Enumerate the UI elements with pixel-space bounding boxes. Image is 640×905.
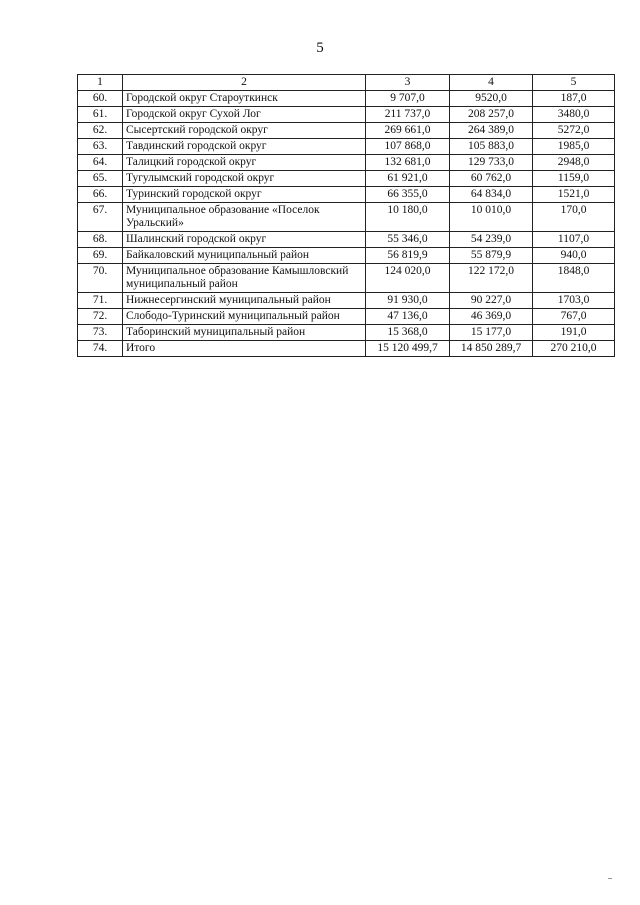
- table-row: [78, 309, 615, 325]
- cell-c5: 1703,0: [533, 293, 615, 309]
- cell-c4: 60 762,0: [450, 171, 533, 187]
- cell-c4: 9520,0: [450, 91, 533, 107]
- cell-c5: 270 210,0: [533, 341, 615, 357]
- page-number: 5: [316, 40, 324, 56]
- table-header-row: [78, 75, 615, 91]
- cell-num: 66.: [78, 187, 123, 203]
- cell-c5: 940,0: [533, 248, 615, 264]
- cell-c5: 1521,0: [533, 187, 615, 203]
- cell-name: Байкаловский муниципальный район: [123, 248, 366, 264]
- cell-c3: 91 930,0: [366, 293, 450, 309]
- table-row: [78, 264, 615, 293]
- table-row: [78, 91, 615, 107]
- table-row: [78, 248, 615, 264]
- cell-name: Тугулымский городской округ: [123, 171, 366, 187]
- table-row: [78, 203, 615, 232]
- cell-c3: 56 819,9: [366, 248, 450, 264]
- cell-c3: 15 120 499,7: [366, 341, 450, 357]
- cell-c4: 105 883,0: [450, 139, 533, 155]
- cell-c3: 124 020,0: [366, 264, 450, 293]
- cell-name: Итого: [123, 341, 366, 357]
- column-header-3: 3: [366, 75, 450, 91]
- cell-c3: 132 681,0: [366, 155, 450, 171]
- cell-c4: 54 239,0: [450, 232, 533, 248]
- cell-c4: 15 177,0: [450, 325, 533, 341]
- table-row: [78, 325, 615, 341]
- table-row: [78, 139, 615, 155]
- cell-c3: 9 707,0: [366, 91, 450, 107]
- cell-name: Городской округ Староуткинск: [123, 91, 366, 107]
- cell-name: Туринский городской округ: [123, 187, 366, 203]
- cell-c4: 10 010,0: [450, 203, 533, 232]
- cell-name: Таборинский муниципальный район: [123, 325, 366, 341]
- cell-c5: 191,0: [533, 325, 615, 341]
- cell-name: Сысертский городской округ: [123, 123, 366, 139]
- cell-name: Муниципальное образование «Поселок Уральский»: [123, 203, 366, 232]
- cell-num: 67.: [78, 203, 123, 232]
- cell-num: 73.: [78, 325, 123, 341]
- table-row: [78, 187, 615, 203]
- data-table: [77, 74, 615, 357]
- cell-name: Шалинский городской округ: [123, 232, 366, 248]
- cell-num: 68.: [78, 232, 123, 248]
- cell-c3: 10 180,0: [366, 203, 450, 232]
- table-row: [78, 155, 615, 171]
- cell-name: Слободо-Туринский муниципальный район: [123, 309, 366, 325]
- cell-c3: 211 737,0: [366, 107, 450, 123]
- cell-name: Нижнесергинский муниципальный район: [123, 293, 366, 309]
- cell-num: 74.: [78, 341, 123, 357]
- column-header-5: 5: [533, 75, 615, 91]
- cell-c4: 46 369,0: [450, 309, 533, 325]
- cell-c3: 55 346,0: [366, 232, 450, 248]
- scan-mark: [608, 878, 612, 879]
- cell-c4: 90 227,0: [450, 293, 533, 309]
- cell-c5: 767,0: [533, 309, 615, 325]
- cell-num: 70.: [78, 264, 123, 293]
- cell-c5: 2948,0: [533, 155, 615, 171]
- table-row: [78, 293, 615, 309]
- cell-c4: 122 172,0: [450, 264, 533, 293]
- column-header-1: 1: [78, 75, 123, 91]
- cell-num: 72.: [78, 309, 123, 325]
- cell-name: Талицкий городской округ: [123, 155, 366, 171]
- column-header-2: 2: [123, 75, 366, 91]
- cell-num: 62.: [78, 123, 123, 139]
- cell-c5: 187,0: [533, 91, 615, 107]
- cell-c4: 264 389,0: [450, 123, 533, 139]
- cell-num: 63.: [78, 139, 123, 155]
- cell-c4: 14 850 289,7: [450, 341, 533, 357]
- cell-c5: 1107,0: [533, 232, 615, 248]
- cell-c3: 269 661,0: [366, 123, 450, 139]
- cell-c3: 66 355,0: [366, 187, 450, 203]
- cell-num: 69.: [78, 248, 123, 264]
- cell-num: 61.: [78, 107, 123, 123]
- cell-c3: 61 921,0: [366, 171, 450, 187]
- cell-c4: 208 257,0: [450, 107, 533, 123]
- cell-c5: 170,0: [533, 203, 615, 232]
- cell-c5: 1159,0: [533, 171, 615, 187]
- cell-c5: 1848,0: [533, 264, 615, 293]
- cell-c5: 5272,0: [533, 123, 615, 139]
- cell-c3: 47 136,0: [366, 309, 450, 325]
- cell-c4: 55 879,9: [450, 248, 533, 264]
- cell-c5: 1985,0: [533, 139, 615, 155]
- table-row: [78, 123, 615, 139]
- cell-c4: 129 733,0: [450, 155, 533, 171]
- table-row: [78, 341, 615, 357]
- cell-name: Тавдинский городской округ: [123, 139, 366, 155]
- cell-num: 71.: [78, 293, 123, 309]
- cell-c5: 3480,0: [533, 107, 615, 123]
- cell-num: 64.: [78, 155, 123, 171]
- table-row: [78, 171, 615, 187]
- cell-name: Городской округ Сухой Лог: [123, 107, 366, 123]
- cell-name: Муниципальное образование Камышловский муниципальный район: [123, 264, 366, 293]
- table-row: [78, 107, 615, 123]
- cell-num: 65.: [78, 171, 123, 187]
- cell-num: 60.: [78, 91, 123, 107]
- table-row: [78, 232, 615, 248]
- cell-c4: 64 834,0: [450, 187, 533, 203]
- cell-c3: 107 868,0: [366, 139, 450, 155]
- column-header-4: 4: [450, 75, 533, 91]
- cell-c3: 15 368,0: [366, 325, 450, 341]
